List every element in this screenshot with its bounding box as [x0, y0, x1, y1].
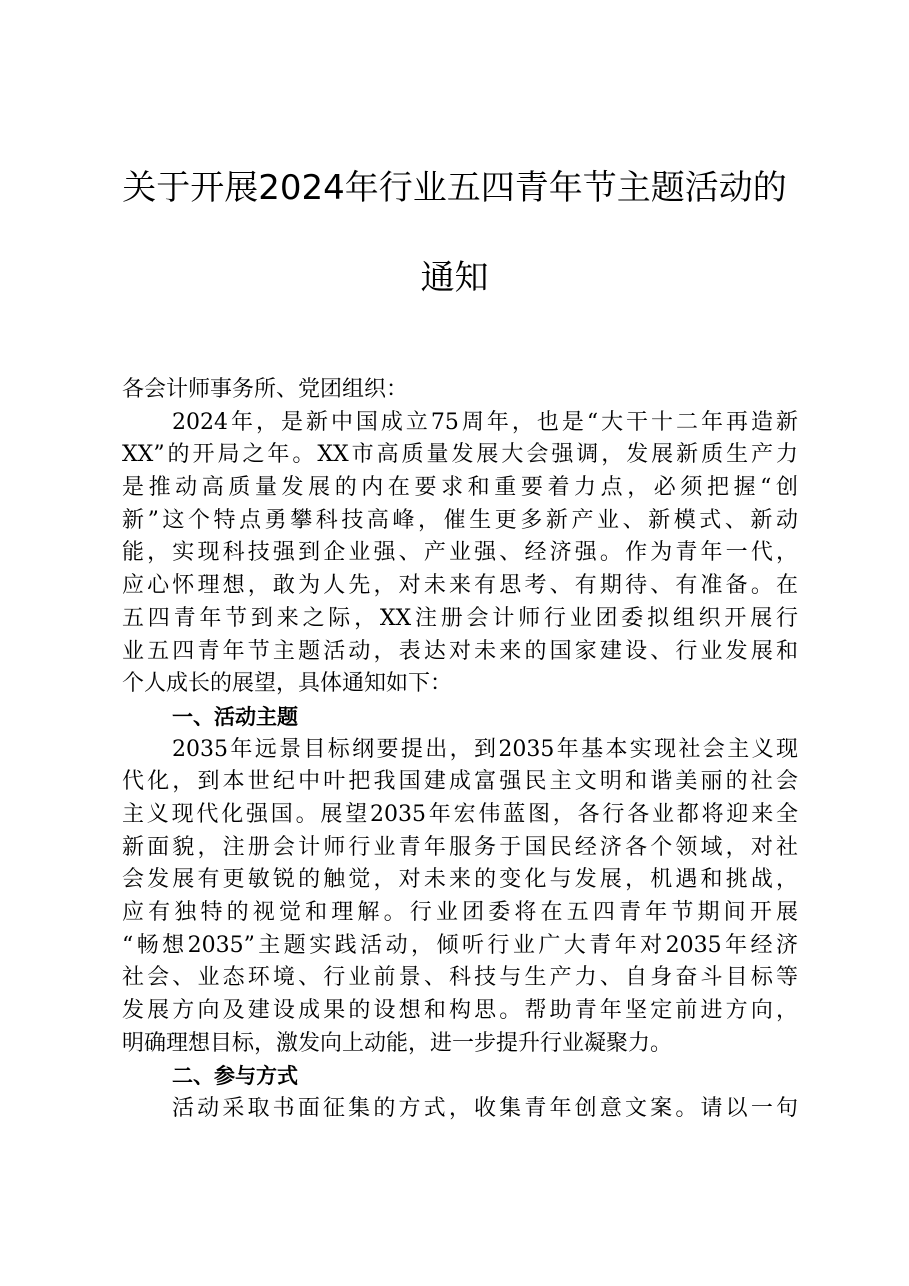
paragraph-1-line: 是推动高质量发展的内在要求和重要着力点，必须把握“创 [122, 475, 798, 501]
document-title-line-1: 关于开展2024年行业五四青年节主题活动的 [122, 168, 787, 208]
document-body [122, 374, 798, 1126]
paragraph-1-line: XX”的开局之年。XX市高质量发展大会强调，发展新质生产力 [122, 442, 798, 468]
paragraph-2-line: 代化，到本世纪中叶把我国建成富强民主文明和谐美丽的社会 [122, 769, 798, 795]
document-title-line-2: 通知 [420, 258, 489, 298]
salutation: 各会计师事务所、党团组织： [122, 377, 409, 402]
paragraph-2-line: 应有独特的视觉和理解。行业团委将在五四青年节期间开展 [122, 900, 798, 925]
paragraph-1-line: 应心怀理想，敢为人先，对未来有思考、有期待、有准备。在 [122, 573, 798, 599]
paragraph-2-line: 新面貌，注册会计师行业青年服务于国民经济各个领域，对社 [122, 834, 798, 860]
section-2-heading: 二、参与方式 [172, 1064, 298, 1089]
paragraph-2-line: 2035年远景目标纲要提出，到2035年基本实现社会主义现 [172, 736, 798, 762]
paragraph-3-line: 活动采取书面征集的方式，收集青年创意文案。请以一句 [172, 1096, 798, 1122]
paragraph-1-line: 五四青年节到来之际，XX注册会计师行业团委拟组织开展行 [122, 605, 798, 631]
section-1-heading: 一、活动主题 [172, 704, 298, 729]
paragraph-2-line: “畅想2035”主题实践活动，倾听行业广大青年对2035年经济 [122, 932, 798, 958]
paragraph-2-line: 发展方向及建设成果的设想和构思。帮助青年坚定前进方向， [122, 998, 798, 1024]
paragraph-1-line: 新”这个特点勇攀科技高峰，催生更多新产业、新模式、新动 [122, 507, 798, 533]
paragraph-2-line: 社会、业态环境、行业前景、科技与生产力、自身奋斗目标等 [122, 965, 798, 991]
paragraph-2-line: 主义现代化强国。展望2035年宏伟蓝图，各行各业都将迎来全 [122, 801, 798, 827]
paragraph-1-line: 2024年，是新中国成立75周年，也是“大干十二年再造新 [172, 409, 798, 435]
paragraph-1-line: 业五四青年节主题活动，表达对未来的国家建设、行业发展和 [122, 638, 798, 664]
paragraph-2-line: 明确理想目标，激发向上动能，进一步提升行业凝聚力。 [122, 1030, 673, 1056]
paragraph-1-line: 个人成长的展望，具体通知如下： [122, 671, 453, 697]
paragraph-1-line: 能，实现科技强到企业强、产业强、经济强。作为青年一代， [122, 540, 798, 566]
paragraph-2-line: 会发展有更敏锐的触觉，对未来的变化与发展，机遇和挑战， [122, 867, 798, 893]
